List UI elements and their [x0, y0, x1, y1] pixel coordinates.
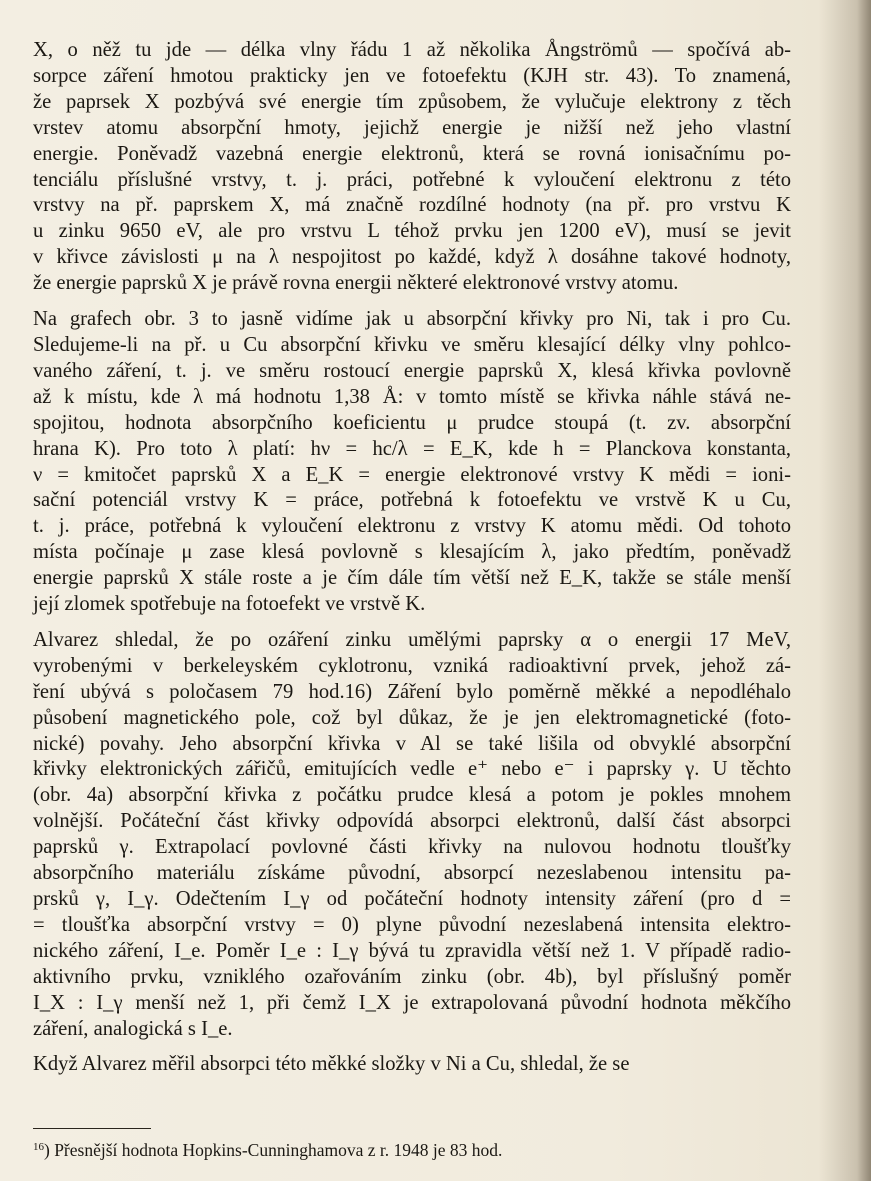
text-line: (obr. 4a) absorpční křivka z počátku prudce klesá a potom je pokles mnohem [33, 784, 791, 807]
text-line: = tloušťka absorpční vrstvy = 0) plyne původní nezeslabená intensita elektro- [33, 913, 791, 936]
text-line: vrstvy na př. paprskem X, má značně rozdílné hodnoty (na př. pro vrstvu K [33, 194, 791, 217]
text-line: působení magnetického pole, což byl důkaz, že je jen elektromagnetické (foto- [33, 706, 791, 729]
text-line: volnější. Počáteční část křivky odpovídá absorpci elektronů, další část absorpci [33, 810, 791, 833]
text-line: v křivce závislosti μ na λ nespojitost po každé, když λ dosáhne takové hodnoty, [33, 246, 791, 269]
footnote-marker: 16 [33, 1141, 44, 1153]
paragraph-3 [33, 628, 791, 1043]
text-line: vyrobenými v berkeleyském cyklotronu, vzniká radioaktivní prvek, jehož zá- [33, 654, 791, 677]
text-line: její zlomek spotřebuje na fotoefekt ve vrstvě K. [33, 593, 426, 616]
text-line: u zinku 9650 eV, ale pro vrstvu L téhož prvku jen 1200 eV), musí se jevit [33, 220, 791, 243]
text-line: místa počínaje μ zase klesá povlovně s klesajícím λ, jako předtím, poněvadž [33, 541, 791, 564]
text-line: ření ubývá s poločasem 79 hod.16) Záření bylo poměrně měkké a nepodléhalo [33, 680, 791, 703]
body-text [33, 38, 791, 1078]
text-line: spojitou, hodnota absorpčního koeficientu μ prudce stoupá (t. zv. absorpční [33, 411, 791, 434]
text-line: Sledujeme-li na př. u Cu absorpční křivku ve směru klesající délky vlny pohlco- [33, 333, 791, 356]
text-line: absorpčního materiálu získáme původní, absorpcí nezeslabenou intensitu pa- [33, 862, 791, 885]
text-line: Když Alvarez měřil absorpci této měkké složky v Ni a Cu, shledal, že se [33, 1053, 630, 1076]
text-line: vrstev atomu absorpční hmoty, jejichž energie je nižší než jeho vlastní [33, 116, 791, 139]
page-edge-shadow [857, 0, 871, 1181]
text-line: energie paprsků X stále roste a je čím dále tím větší než E_K, takže se stále menší [33, 567, 791, 590]
text-line: sační potenciál vrstvy K = práce, potřebná k fotoefektu ve vrstvě K u Cu, [33, 489, 791, 512]
text-line: že energie paprsků X je právě rovna energii některé elektronové vrstvy atomu. [33, 272, 679, 295]
text-line: vaného záření, t. j. ve směru rostoucí energie paprsků X, klesá křivka povlovně [33, 359, 791, 382]
text-line: aktivního prvku, vzniklého ozařováním zinku (obr. 4b), byl příslušný poměr [33, 965, 791, 988]
text-line: že paprsek X pozbývá své energie tím způsobem, že vylučuje elektrony z těch [33, 90, 791, 113]
text-line: t. j. práce, potřebná k vyloučení elektronu z vrstvy K atomu mědi. Od tohoto [33, 515, 791, 538]
text-line: nické) povahy. Jeho absorpční křivka v Al se také lišila od obvyklé absorpční [33, 732, 791, 755]
text-line: až k místu, kde λ má hodnotu 1,38 Å: v tomto místě se křivka náhle stává ne- [33, 385, 791, 408]
text-line: prsků γ, I_γ. Odečtením I_γ od počáteční hodnoty intensity záření (pro d = [33, 888, 791, 910]
footnote [33, 1136, 773, 1161]
text-line: tenciálu příslušné vrstvy, t. j. práci, potřebné k vyloučení elektronu z této [33, 168, 791, 191]
text-line: nického záření, I_e. Poměr I_e : I_γ bývá tu zpravidla větší než 1. V případě radio- [33, 939, 791, 962]
footnote-rule [33, 1128, 151, 1129]
text-line: Alvarez shledal, že po ozáření zinku umělými paprsky α o energii 17 MeV, [33, 628, 791, 651]
text-line: paprsků γ. Extrapolací povlovné části křivky na nulovou hodnotu tloušťky [33, 836, 791, 859]
paragraph-2 [33, 307, 791, 618]
paragraph-1 [33, 38, 791, 297]
text-line: ν = kmitočet paprsků X a E_K = energie elektronové vrstvy K mědi = ioni- [33, 463, 791, 486]
text-line: hrana K). Pro toto λ platí: hν = hc/λ = E_K, kde h = Planckova konstanta, [33, 437, 791, 460]
text-line: X, o něž tu jde — délka vlny řádu 1 až několika Ångströmů — spočívá ab- [33, 39, 791, 61]
text-line: záření, analogická s I_e. [33, 1017, 233, 1040]
footnote-text: ) Přesnější hodnota Hopkins-Cunninghamova z r. 1948 je 83 hod. [44, 1140, 503, 1160]
paragraph-4 [33, 1052, 791, 1078]
text-line: sorpce záření hmotou prakticky jen ve fotoefektu (KJH str. 43). To znamená, [33, 64, 791, 87]
text-line: křivky elektronických zářičů, emitujících vedle e⁺ nebo e⁻ i paprsky γ. U těchto [33, 758, 791, 781]
text-line: I_X : I_γ menší než 1, při čemž I_X je extrapolovaná původní hodnota měkčího [33, 991, 791, 1014]
text-line: energie. Poněvadž vazebná energie elektronů, která se rovná ionisačnímu po- [33, 142, 791, 165]
text-line: Na grafech obr. 3 to jasně vidíme jak u absorpční křivky pro Ni, tak i pro Cu. [33, 308, 791, 331]
